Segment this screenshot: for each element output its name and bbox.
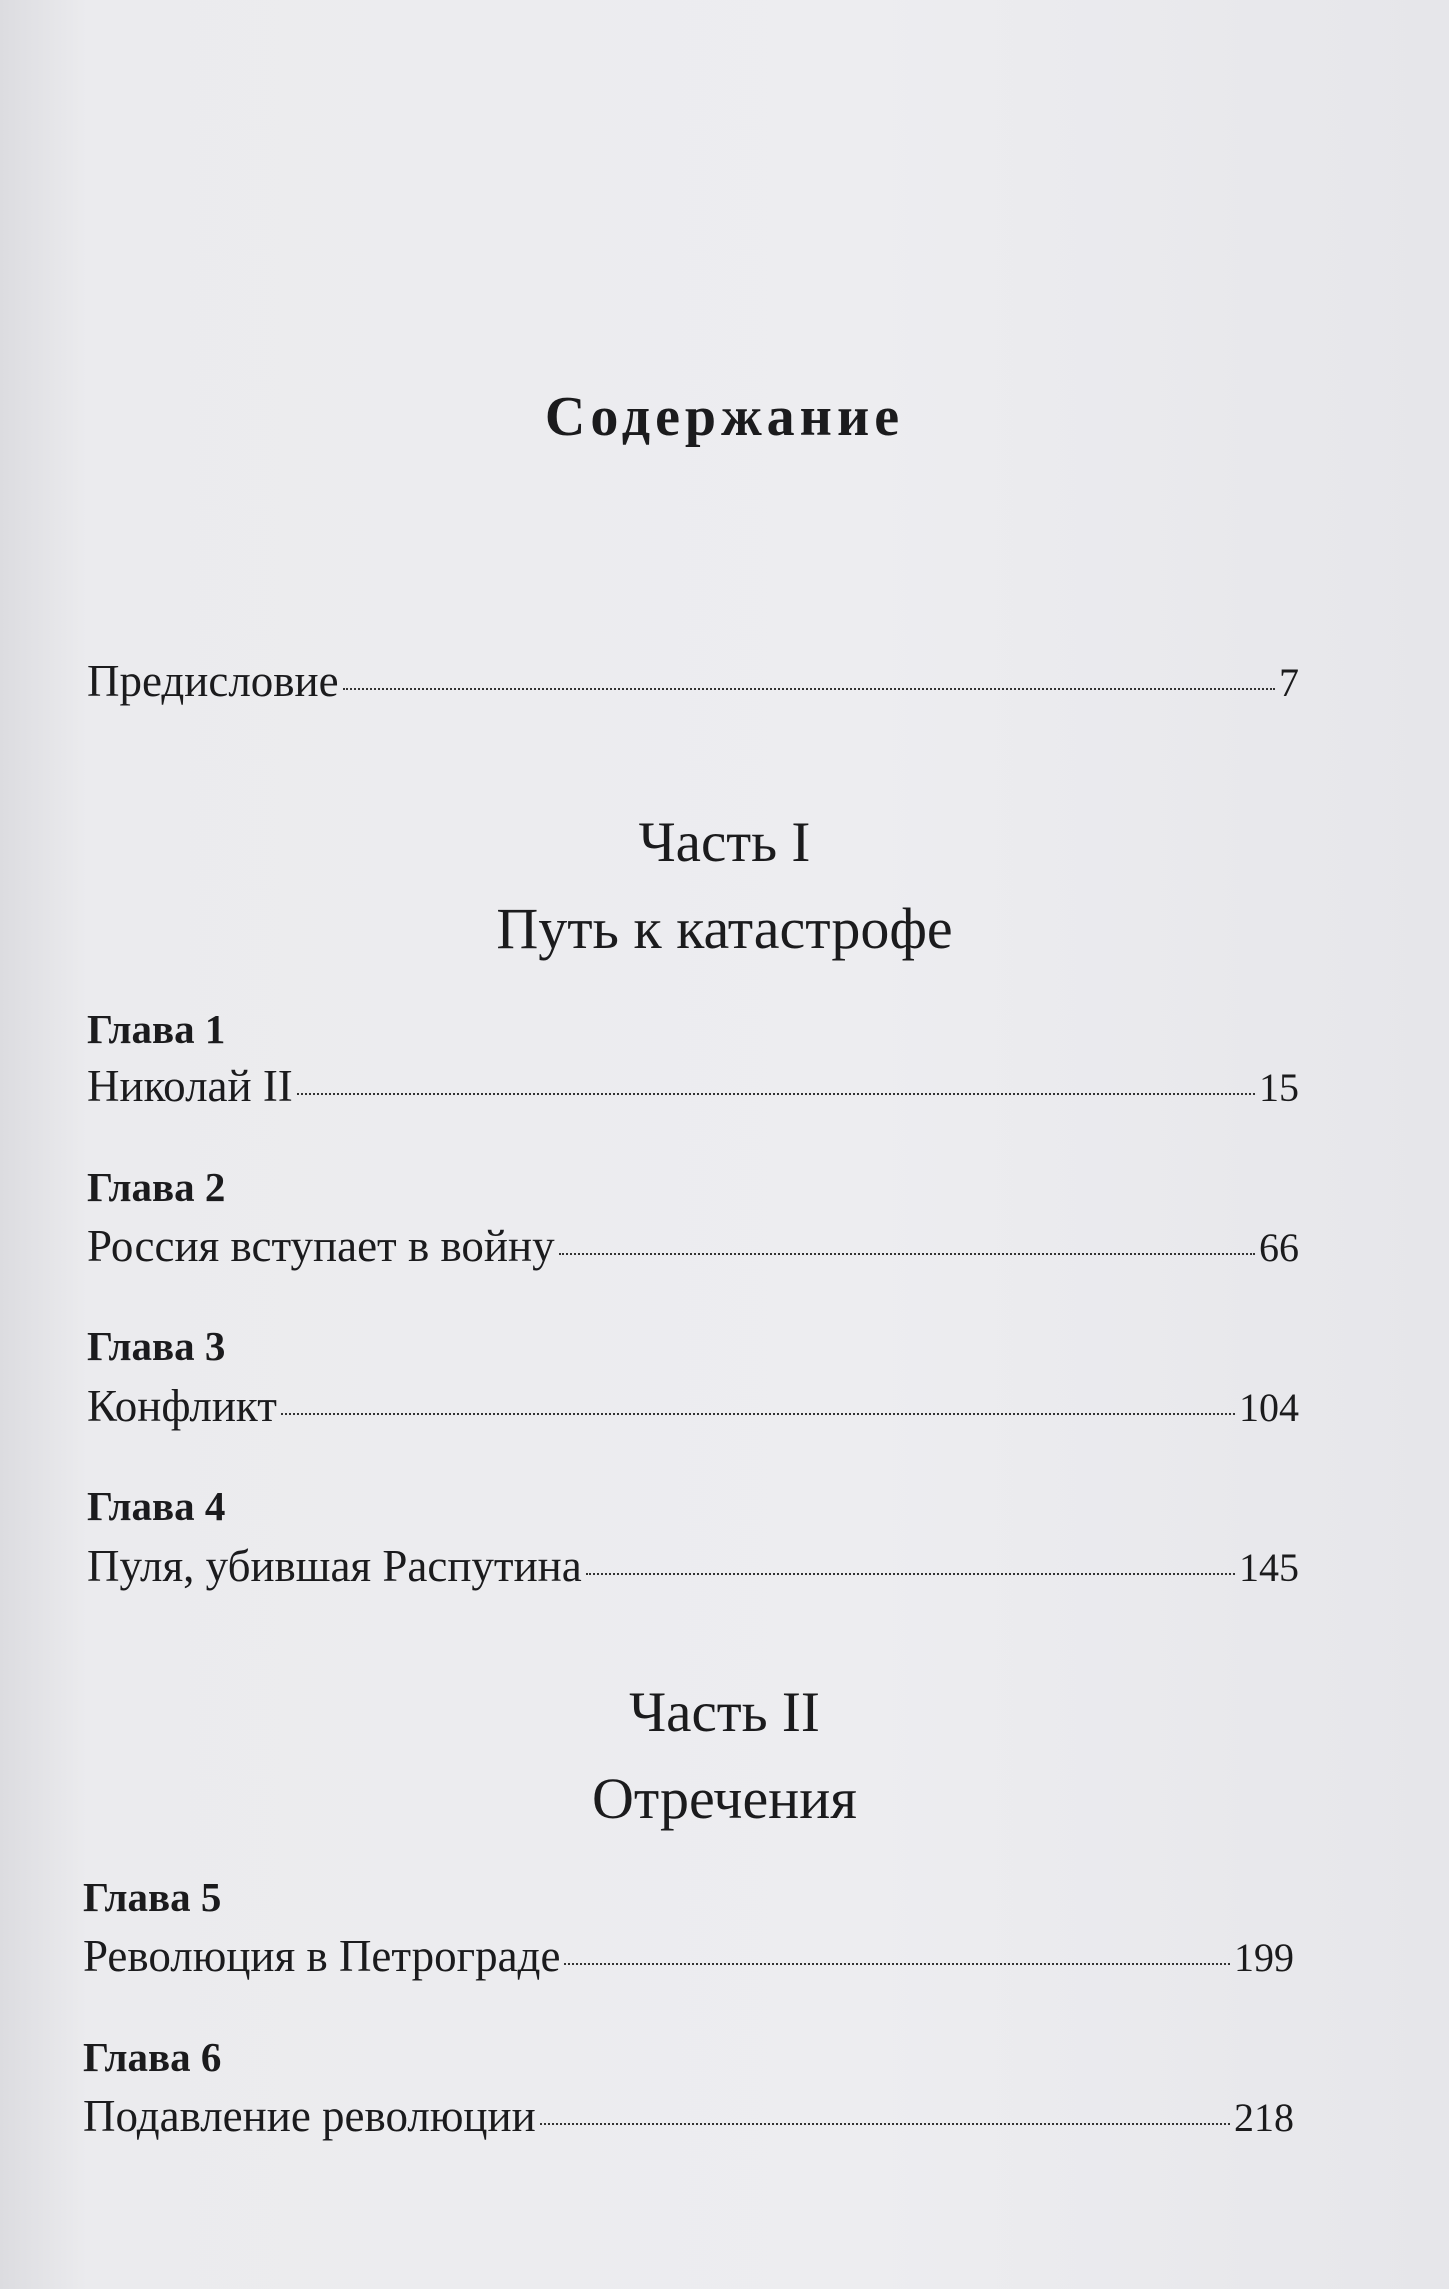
dot-leader bbox=[559, 1253, 1255, 1255]
chapter-1-page: 15 bbox=[1259, 1065, 1299, 1110]
chapter-6-entry bbox=[83, 2090, 1294, 2142]
chapter-1-entry bbox=[87, 1060, 1299, 1112]
preface-entry bbox=[87, 655, 1299, 707]
chapter-4-page: 145 bbox=[1239, 1545, 1299, 1590]
part-2-title: Отречения bbox=[592, 1766, 857, 1831]
chapter-4-title: Пуля, убившая Распутина bbox=[87, 1541, 582, 1591]
dot-leader bbox=[343, 688, 1275, 690]
preface-label: Предисловие bbox=[87, 656, 339, 706]
chapter-5-title: Революция в Петрограде bbox=[83, 1931, 561, 1981]
chapter-6-title: Подавление революции bbox=[83, 2091, 536, 2141]
chapter-6-page: 218 bbox=[1234, 2095, 1294, 2140]
dot-leader bbox=[281, 1413, 1235, 1415]
chapter-5-heading: Глава 5 bbox=[83, 1874, 222, 1920]
chapter-3-heading: Глава 3 bbox=[87, 1323, 226, 1369]
dot-leader bbox=[297, 1093, 1255, 1095]
page-title: Содержание bbox=[544, 386, 905, 448]
chapter-6-heading: Глава 6 bbox=[83, 2034, 222, 2080]
chapter-3-title: Конфликт bbox=[87, 1381, 277, 1431]
preface-page: 7 bbox=[1279, 660, 1299, 705]
dot-leader bbox=[564, 1963, 1230, 1965]
chapter-2-page: 66 bbox=[1259, 1225, 1299, 1270]
chapter-3-page: 104 bbox=[1239, 1385, 1299, 1430]
chapter-5-entry bbox=[83, 1930, 1294, 1982]
chapter-2-entry bbox=[87, 1220, 1299, 1272]
chapter-4-entry bbox=[87, 1540, 1299, 1592]
chapter-1-heading: Глава 1 bbox=[87, 1006, 226, 1052]
part-1-number: Часть I bbox=[638, 811, 811, 874]
chapter-5-page: 199 bbox=[1234, 1935, 1294, 1980]
dot-leader bbox=[586, 1573, 1235, 1575]
chapter-2-title: Россия вступает в войну bbox=[87, 1221, 555, 1271]
part-1-title: Путь к катастрофе bbox=[496, 896, 953, 961]
chapter-2-heading: Глава 2 bbox=[87, 1164, 226, 1210]
chapter-3-entry bbox=[87, 1380, 1299, 1432]
part-2-number: Часть II bbox=[629, 1681, 820, 1744]
chapter-1-title: Николай II bbox=[87, 1061, 293, 1111]
dot-leader bbox=[540, 2123, 1230, 2125]
chapter-4-heading: Глава 4 bbox=[87, 1483, 226, 1529]
